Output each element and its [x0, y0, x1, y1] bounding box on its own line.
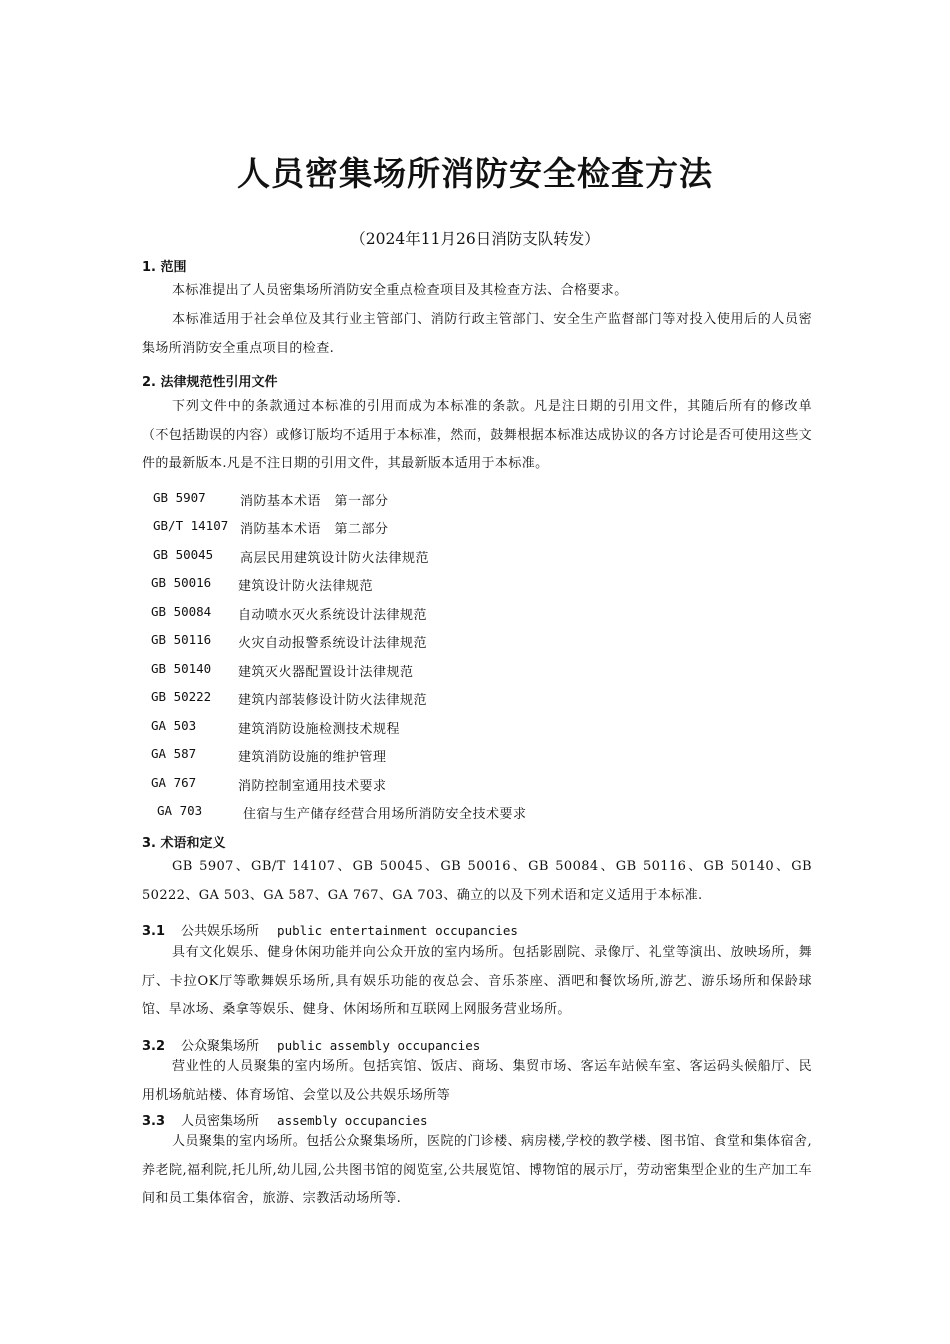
section-3-paragraph-1: GB 5907、GB/T 14107、GB 50045、GB 50016、GB 50084、GB 50116、GB 50140、GB 50222、GA 503、GA 587、GA 767、GA 703、确立的以及下列术语和定义适用于本标准.: [142, 859, 812, 903]
standard-name: 建筑消防设施检测技术规程: [238, 722, 401, 737]
definition-number: 3.2: [142, 1039, 166, 1054]
definition-term: 人员密集场所: [181, 1114, 260, 1129]
standard-code: GB 5907: [153, 490, 206, 505]
definition-term: 公共娱乐场所: [181, 924, 260, 939]
standard-name: 建筑消防设施的维护管理: [238, 750, 387, 765]
standard-code: GA 503: [151, 718, 197, 733]
standard-code: GB 50116: [151, 632, 212, 647]
definition-text: 具有文化娱乐、健身休闲功能并向公众开放的室内场所。包括影剧院、录像厅、礼堂等演出、放映场所，舞厅、卡拉OK厅等歌舞娱乐场所,具有娱乐功能的夜总会、音乐茶座、酒吧和餐饮场所,游艺、游乐场所和保龄球馆、旱冰场、桑拿等娱乐、健身、休闲场所和互联网上网服务营业场所。: [142, 945, 812, 1017]
standard-name: 建筑设计防火法律规范: [238, 579, 374, 594]
section-1-heading: 1. 范围: [142, 260, 187, 275]
document-title: 人员密集场所消防安全检查方法: [237, 154, 713, 193]
definition-term: 公众聚集场所: [181, 1039, 260, 1054]
document-subtitle: （2024年11月26日消防支队转发）: [350, 230, 600, 248]
definition-english-term: public assembly occupancies: [277, 1038, 481, 1053]
standard-code: GB 50222: [151, 689, 212, 704]
standard-name: 消防基本术语 第一部分: [240, 494, 389, 509]
standard-code: GB 50045: [153, 547, 214, 562]
standard-code: GA 767: [151, 775, 197, 790]
standard-name: 消防基本术语 第二部分: [240, 522, 389, 537]
section-3-heading: 3. 术语和定义: [142, 836, 226, 851]
section-1-paragraph-1: 本标准提出了人员密集场所消防安全重点检查项目及其检查方法、合格要求。: [172, 283, 628, 298]
standard-code: GA 587: [151, 746, 197, 761]
standard-name: 建筑灭火器配置设计法律规范: [238, 665, 414, 680]
standard-name: 消防控制室通用技术要求: [238, 779, 387, 794]
standard-code: GB/T 14107: [153, 518, 229, 533]
standard-name: 火灾自动报警系统设计法律规范: [238, 636, 428, 651]
definition-heading: [142, 1035, 812, 1054]
definition-text: 营业性的人员聚集的室内场所。包括宾馆、饭店、商场、集贸市场、客运车站候车室、客运码头候船厅、民用机场航站楼、体育场馆、会堂以及公共娱乐场所等: [142, 1059, 812, 1103]
definition-english-term: assembly occupancies: [277, 1113, 428, 1128]
standard-name: 住宿与生产储存经营合用场所消防安全技术要求: [243, 807, 527, 822]
definition-text: 人员聚集的室内场所。包括公众聚集场所，医院的门诊楼、病房楼,学校的教学楼、图书馆、食堂和集体宿舍,养老院,福利院,托儿所,幼儿园,公共图书馆的阅览室,公共展览馆、博物馆的展示厅，劳动密集型企业的生产加工车间和员工集体宿舍，旅游、宗教活动场所等.: [142, 1134, 812, 1206]
definition-number: 3.3: [142, 1114, 166, 1129]
section-2-heading: 2. 法律规范性引用文件: [142, 375, 278, 390]
section-1-paragraph-2: 本标准适用于社会单位及其行业主管部门、消防行政主管部门、安全生产监督部门等对投入使用后的人员密集场所消防安全重点项目的检查.: [142, 312, 812, 356]
standard-name: 建筑内部装修设计防火法律规范: [238, 693, 428, 708]
definition-number: 3.1: [142, 924, 166, 939]
standard-code: GB 50140: [151, 661, 212, 676]
standard-name: 高层民用建筑设计防火法律规范: [240, 551, 430, 566]
standard-code: GB 50084: [151, 604, 212, 619]
section-2-paragraph-1: 下列文件中的条款通过本标准的引用而成为本标准的条款。凡是注日期的引用文件，其随后所有的修改单（不包括勘误的内容）或修订版均不适用于本标准，然而，鼓舞根据本标准达成协议的各方讨论是否可使用这些文件的最新版本.凡是不注日期的引用文件，其最新版本适用于本标准。: [142, 399, 813, 471]
definition-english-term: public entertainment occupancies: [277, 923, 518, 938]
standard-code: GB 50016: [151, 575, 212, 590]
standard-name: 自动喷水灭火系统设计法律规范: [238, 608, 428, 623]
standard-code: GA 703: [157, 803, 203, 818]
definition-heading: [142, 1110, 812, 1129]
definition-heading: [142, 920, 812, 939]
